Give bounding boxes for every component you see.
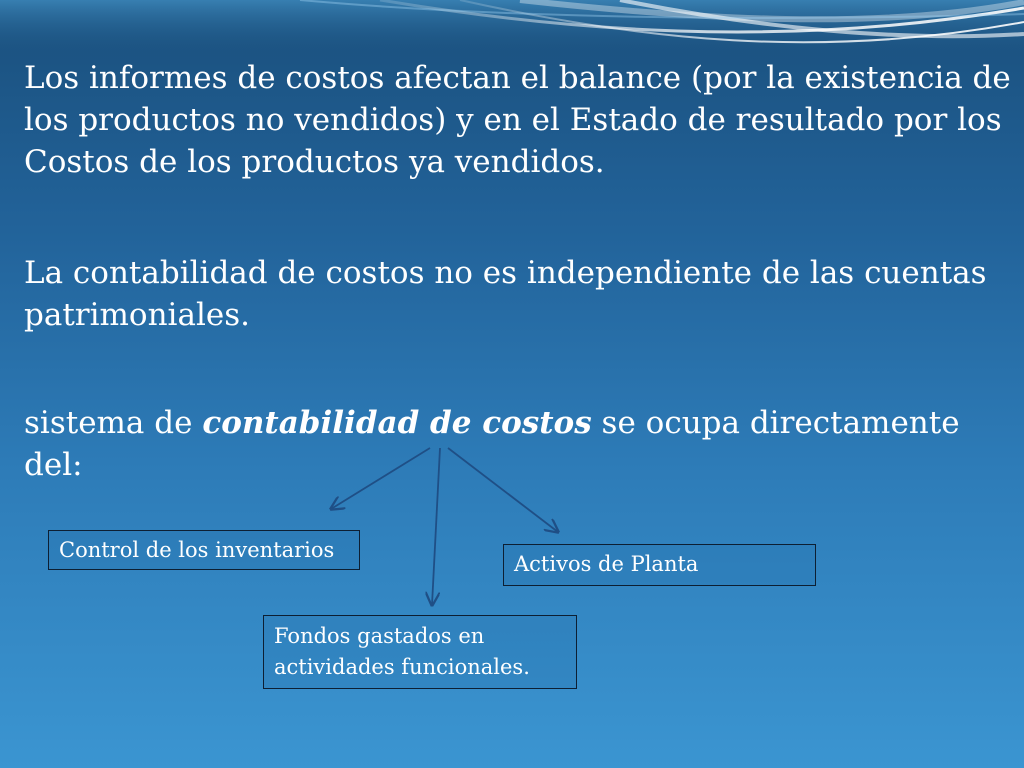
paragraph-contabilidad: La contabilidad de costos no es independiente de las cuentas patrimoniales. <box>24 255 987 333</box>
paragraph-informes: Los informes de costos afectan el balance (por la existencia de los productos no vendidos) y en el Estado de resultado por los Costos de los productos ya vendidos. <box>24 60 1011 180</box>
paragraph-sistema-prefix: sistema de <box>24 405 203 441</box>
paragraph-sistema-emphasis: contabilidad de costos <box>202 405 592 441</box>
paragraph-sistema <box>24 402 1014 486</box>
box-fondos-line-1: Fondos gastados en <box>274 624 485 648</box>
box-fondos-line-2: actividades funcionales. <box>274 655 530 679</box>
box-activos-planta: Activos de Planta <box>503 544 816 586</box>
paragraph-sistema-suffix: se ocupa directamente del: <box>24 405 960 483</box>
box-control-inventarios: Control de los inventarios <box>48 530 360 570</box>
box-fondos-gastados <box>263 615 577 689</box>
top-glow <box>0 0 1024 60</box>
